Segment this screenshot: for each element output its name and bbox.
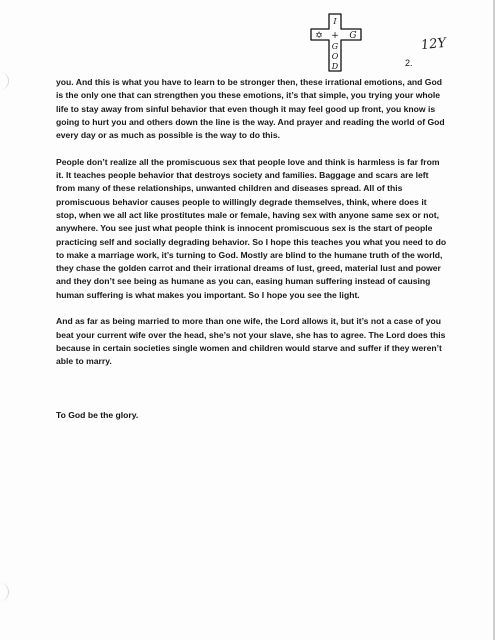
handwritten-cross-icon	[298, 12, 378, 74]
star-of-david-icon: ✡	[315, 31, 323, 41]
punch-hole-bottom	[0, 583, 9, 601]
cross-right-letter: G	[349, 31, 357, 41]
cross-letter: G	[331, 42, 339, 51]
body-text	[56, 76, 448, 382]
paragraph: And as far as being married to more than one wife, the Lord allows it, but it’s not a case of you beat your current wife over the head, she’s not your slave, she has to agree. The Lord does this because in certain societies single women and children would starve and suffer if they weren’t able to marry.	[56, 316, 446, 367]
cross-letter: D	[331, 62, 339, 71]
punch-hole-top	[0, 72, 9, 90]
closing-line: To God be the glory.	[56, 410, 139, 420]
handwritten-margin-note: 12Y	[420, 35, 447, 54]
cross-letter: I	[333, 17, 337, 26]
paragraph: People don’t realize all the promiscuous sex that people love and think is harmless is far from it. It teaches people behavior that destroys society and families. Baggage and scars are left from many of these relationships, unwanted children and diseases spread. All of this promiscuous behavior causes people to willingly degrade themselves, think, where does it stop, when we all act like prostitutes male or female, having sex with anyone same sex or not, anywhere. You see just what people think is innocent promiscuous sex is the start of people practicing self and socially degrading behavior. So I hope this teaches you what you need to do to make a marriage work, it’s turning to God. Mostly are blind to the humane truth of the world, they chase the golden carrot and their irrational dreams of lust, greed, material lust and power and they don’t see being as humane as you can, easing human suffering instead of causing human suffering is what makes you important. So I hope you see the light.	[56, 156, 447, 300]
cross-letter: +	[331, 31, 339, 41]
cross-letter: O	[331, 52, 339, 61]
page-number: 2.	[405, 58, 413, 68]
paragraph: you. And this is what you have to learn to be stronger then, these irrational emotions, and God is the only one that can strengthen you these emotions, it’s that simple, you trying your whole life to stay away from sinful behavior that even though it may feel good up front, you know is going to hurt you and others down the line is the way. And prayer and reading the world of God every day or as much as possible is the way to do this.	[56, 77, 445, 141]
